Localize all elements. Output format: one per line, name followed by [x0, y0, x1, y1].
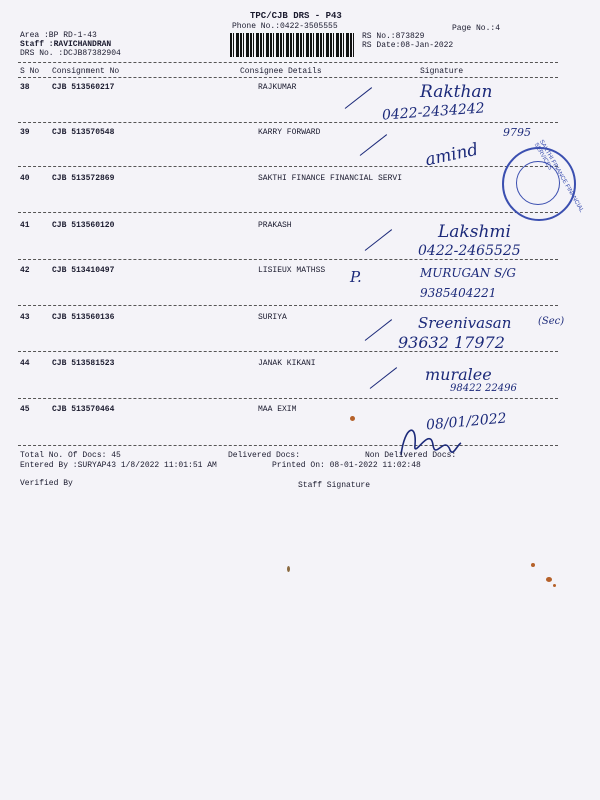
stain	[546, 577, 552, 582]
handwritten-initials: P.	[350, 268, 362, 286]
handwritten-phone: 9385404221	[420, 286, 497, 300]
col-signature: Signature	[420, 67, 464, 76]
rs-number: RS No.:873829	[362, 32, 425, 41]
row-divider	[18, 445, 558, 446]
row-sno: 38	[20, 83, 30, 92]
row-consignee: JANAK KIKANI	[258, 359, 316, 368]
page-number: Page No.:4	[452, 24, 501, 33]
handwritten-note: 9795	[503, 126, 531, 139]
row-sno: 45	[20, 405, 30, 414]
row-consignment: CJB 513560136	[52, 313, 115, 322]
handwritten-date: 08/01/2022	[425, 410, 508, 434]
row-sno: 42	[20, 266, 30, 275]
delivered-docs: Delivered Docs:	[228, 451, 301, 460]
handwritten-phone: 0422-2465525	[418, 243, 521, 259]
row-consignee: SAKTHI FINANCE FINANCIAL SERVI	[258, 174, 403, 183]
non-delivered-docs: Non Delivered Docs:	[365, 451, 457, 460]
entered-by: Entered By :SURYAP43 1/8/2022 11:01:51 AM	[20, 461, 217, 470]
row-sno: 44	[20, 359, 30, 368]
row-divider	[18, 122, 558, 123]
staff-label: Staff :RAVICHANDRAN	[20, 40, 112, 49]
barcode	[230, 33, 356, 57]
row-consignee: RAJKUMAR	[258, 83, 297, 92]
handwritten-signature: Rakthan	[420, 82, 493, 102]
row-consignee: MAA EXIM	[258, 405, 297, 414]
col-consignment: Consignment No	[52, 67, 120, 76]
row-consignee: KARRY FORWARD	[258, 128, 321, 137]
row-divider	[18, 166, 558, 167]
stain	[553, 584, 556, 587]
row-divider	[18, 212, 558, 213]
col-sno: S No	[20, 67, 40, 76]
handwritten-signature: Sreenivasan	[418, 314, 512, 332]
row-sno: 43	[20, 313, 30, 322]
stain	[350, 416, 355, 421]
row-consignment: CJB 513410497	[52, 266, 115, 275]
drs-number: DRS No. :DCJB87382904	[20, 49, 121, 58]
stain	[531, 563, 535, 567]
check-mark	[370, 367, 397, 389]
row-consignee: PRAKASH	[258, 221, 292, 230]
drs-title: TPC/CJB DRS - P43	[250, 11, 342, 21]
row-consignment: CJB 513572869	[52, 174, 115, 183]
handwritten-phone: 93632 17972	[398, 333, 505, 352]
row-consignment: CJB 513560120	[52, 221, 115, 230]
row-sno: 41	[20, 221, 30, 230]
row-consignment: CJB 513570464	[52, 405, 115, 414]
rs-date: RS Date:08-Jan-2022	[362, 41, 454, 50]
check-mark	[360, 134, 387, 156]
row-sno: 40	[20, 174, 30, 183]
stamp-text: SAKTHI FINANCE FINANCIAL SERVICES	[532, 139, 585, 214]
handwritten-note: (Sec)	[538, 316, 565, 327]
row-consignment: CJB 513560217	[52, 83, 115, 92]
row-consignee: LISIEUX MATHSS	[258, 266, 326, 275]
staff-signature: Staff Signature	[298, 481, 371, 490]
verified-by: Verified By	[20, 479, 73, 488]
divider	[18, 62, 558, 63]
handwritten-phone: 0422-2434242	[381, 100, 486, 124]
row-sno: 39	[20, 128, 30, 137]
row-divider	[18, 398, 558, 399]
divider	[18, 77, 558, 78]
row-divider	[18, 259, 558, 260]
handwritten-name: MURUGAN S/G	[420, 266, 516, 280]
total-docs: Total No. Of Docs: 45	[20, 451, 121, 460]
handwritten-signature: Lakshmi	[438, 222, 511, 242]
row-divider	[18, 305, 558, 306]
area-label: Area :BP RD-1-43	[20, 31, 97, 40]
handwritten-phone: 98422 22496	[450, 383, 517, 394]
printed-on: Printed On: 08-01-2022 11:02:48	[272, 461, 421, 470]
row-consignee: SURIYA	[258, 313, 287, 322]
check-mark	[365, 319, 392, 341]
row-consignment: CJB 513570548	[52, 128, 115, 137]
phone-number: Phone No.:0422-3505555	[232, 22, 338, 31]
check-mark	[365, 229, 392, 251]
row-consignment: CJB 513581523	[52, 359, 115, 368]
stain	[287, 566, 290, 572]
check-mark	[345, 87, 372, 109]
handwritten-signature: muralee	[425, 365, 492, 384]
handwritten-signature: amind	[423, 139, 481, 171]
col-consignee: Consignee Details	[240, 67, 322, 76]
